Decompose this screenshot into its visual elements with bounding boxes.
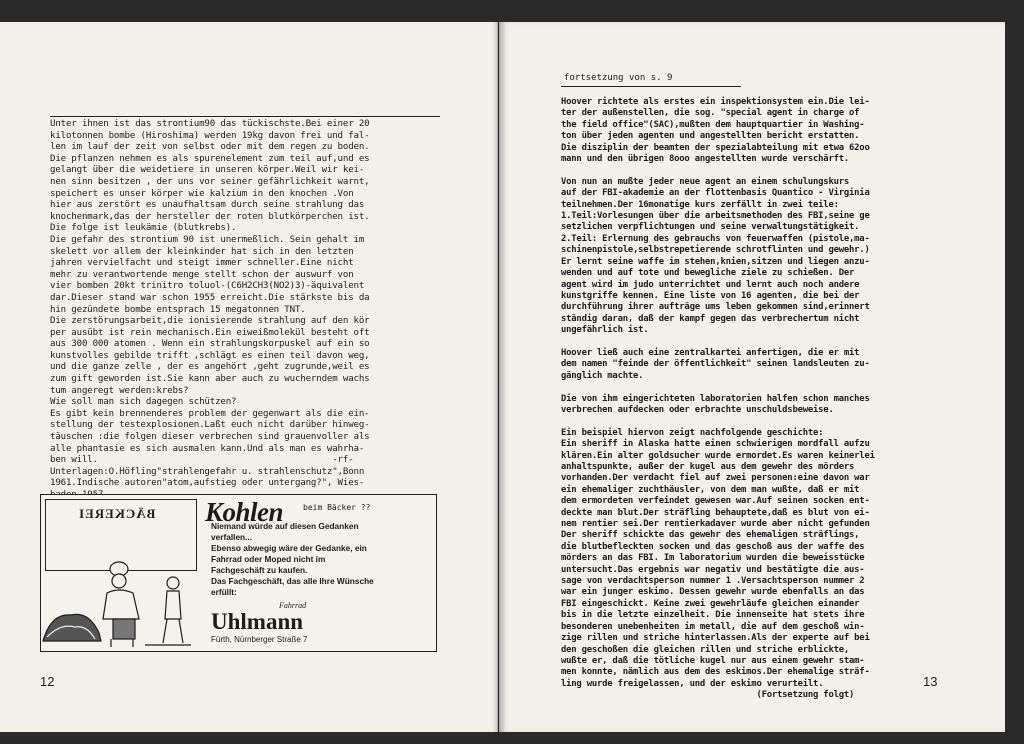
text-line: per ausübt ist rein mechanisch.Ein eiweißmolekül besteht oft xyxy=(50,327,370,338)
ad-fahrrad: Fahrrad xyxy=(279,601,307,610)
text-line: dar.Dieser stand war schon 1955 erreicht.Die stärkste bis da xyxy=(50,292,370,303)
bakery-illustration xyxy=(41,523,201,649)
text-line: Ein beispiel hiervon zeigt nachfolgende geschichte: xyxy=(561,427,824,438)
text-line: agent wird im judo unterrichtet und lernt auch noch andere xyxy=(561,279,860,290)
text-line: 1961.Indische autoren"atom,aufstieg oder untergang?", Wies- xyxy=(50,478,365,489)
text-line: gelangt über die weidetiere in unseren körper.Weil wir kei- xyxy=(50,165,365,176)
text-line: Von nun an mußte jeder neue agent an einem schulungskurs xyxy=(561,176,850,187)
text-line: auf der FBI-akademie an der flottenbasis Quantico - Virginia xyxy=(561,188,870,199)
text-line: (Fortsetzung folgt) xyxy=(561,690,855,701)
text-line: verbrechen aufdecken oder erbrachte unschuldsbeweise. xyxy=(561,404,834,415)
text-line: men konnte, nämlich aus dem des eskimos.Der ehemalige sträf- xyxy=(561,667,870,678)
text-line: Die von ihm eingerichteten laboratorien halfen schon manches xyxy=(561,393,870,404)
book-spine xyxy=(492,22,506,732)
ad-body-line: verfallen... xyxy=(211,532,253,542)
text-line: wenden und auf tote und bewegliche ziele zu schießen. Der xyxy=(561,268,855,279)
text-line: den geschoßen die gleichen rillen und striche erblickte, xyxy=(561,644,850,655)
text-line xyxy=(561,165,875,176)
text-line: untersucht.Das ergebnis war negativ und bestätigte die aus- xyxy=(561,564,865,575)
text-line: täuschen :die folgen dieser verbrechen sind grauenvoller als xyxy=(50,432,370,443)
text-line: tum angeregt werden:krebs? xyxy=(50,385,189,396)
text-line: Er lernt seine waffe im stehen,knien,sitzen und liegen anzu- xyxy=(561,256,870,267)
text-line: kunstgriffe kennen. Eine liste von 16 agenten, die bei der xyxy=(561,290,860,301)
ad-body-line: erfüllt: xyxy=(211,587,237,597)
ad-body-line: Ebenso abwegig wäre der Gedanke, ein xyxy=(211,543,367,553)
text-line: mann und den übrigen 8ooo angestellten wurde verschärft. xyxy=(561,154,850,165)
text-line: hin gezündete bombe entsprach 15 megatonnen TNT. xyxy=(50,304,306,315)
text-line: klären.Ein alter goldsucher wurde ermordet.Es waren keinerlei xyxy=(561,450,875,461)
text-line: kilotonnen bombe (Hiroshima) werden 19kg davon frei und fal- xyxy=(50,130,370,141)
text-line: durchführung ihrer aufträge ums leben gekommen sind,erinnert xyxy=(561,302,870,313)
text-line: Hoover ließ auch eine zentralkartei anfertigen, die er mit xyxy=(561,347,860,358)
page-number-left: 12 xyxy=(40,674,55,689)
text-line: jahren vervielfacht und steigt immer schneller.Eine nicht xyxy=(50,258,354,269)
text-line: nen sinn besitzen , der uns vor seiner gefährlichkeit warnt, xyxy=(50,176,370,187)
text-line: ling wurde freigelassen, und der eskimo verurteilt. xyxy=(561,678,824,689)
text-line: bis in die letzte einzelheit. Die innenseite hat stets ihre xyxy=(561,610,865,621)
text-line: skelett vor allem der kleinkinder hat sich in den letzten xyxy=(50,246,354,257)
text-line: 2.Teil: Erlernung des gebrauchs von feuerwaffen (pistole,ma- xyxy=(561,233,870,244)
text-line: Der sheriff schickte das gewehr des ehemaligen sträflings, xyxy=(561,530,860,541)
text-line: war ein junger eskimo. Dessen gewehr wurde ebenfalls an das xyxy=(561,587,865,598)
text-line: die blutbefleckten socken und das geschoß aus der waffe des xyxy=(561,541,865,552)
text-line: und die ganze zelle , der es angehört ,geht zugrunde,weil es xyxy=(50,362,370,373)
text-line: Unterlagen:O.Höfling"strahlengefahr u. strahlenschutz",Bonn xyxy=(50,466,365,477)
text-line: schinenpistole,selbstrepetierende schrotflinten und gewehr.) xyxy=(561,245,870,256)
text-line: Hoover richtete als erstes ein inspektionsystem ein.Die lei- xyxy=(561,97,870,107)
text-line: ständig daran, daß der kampf gegen das verbrechertum nicht xyxy=(561,313,860,324)
text-line xyxy=(561,416,875,427)
text-line: zum gift geworden ist.Sie kann aber auch zu wucherndem wachs xyxy=(50,374,370,385)
ad-tagline: beim Bäcker ?? xyxy=(303,503,371,512)
text-line: speichert es unser körper wie kalzium in den knochen .Von xyxy=(50,188,354,199)
header-rule xyxy=(561,86,741,87)
text-line: wußte er, daß die tötliche kugel nur aus einem gewehr stam- xyxy=(561,655,865,666)
left-page xyxy=(0,22,498,732)
article-text-right xyxy=(561,97,875,702)
text-line: vorhanden.Der verdacht fiel auf zwei personen:eine davon war xyxy=(561,473,870,484)
text-line: Ein sheriff in Alaska hatte einen schwierigen mordfall aufzu xyxy=(561,439,870,450)
text-line: sage von verdachtsperson nummer 1 .Versachtsperson nummer 2 xyxy=(561,576,865,587)
text-line: Die zerstörungsarbeit,die ionisierende strahlung auf den kör xyxy=(50,316,370,327)
ad-body-line: Fachgeschäft zu kaufen. xyxy=(211,565,308,575)
top-rule xyxy=(50,116,440,117)
text-line: kunstvolles gebilde trifft ,schlägt es einen teil davon weg, xyxy=(50,350,370,361)
ad-shop-name: Uhlmann xyxy=(211,609,304,634)
text-line: aus 300 000 atomen . Wenn ein strahlungskorpuskel auf ein so xyxy=(50,339,370,350)
text-line: mehr zu verantwortende menge stellt schon der auswurf von xyxy=(50,269,354,280)
ad-body-line: Niemand würde auf diesen Gedanken xyxy=(211,521,359,531)
text-line: alle phantasie es sich ausmalen kann.Und als man es wahrha- xyxy=(50,443,365,454)
ad-body-line: Fahrrad oder Moped nicht im xyxy=(211,554,326,564)
text-line: Wie soll man sich dagegen schützen? xyxy=(50,397,237,408)
text-line: mörders an das FBI. Im laboratorium wurden die beweisstücke xyxy=(561,553,865,564)
text-line: zige rillen und striche hinterlassen.Als der experte auf bei xyxy=(561,633,870,644)
text-line: vier bomben 20kt trinitro toluol-(C6H2CH3(NO2)3)-äquivalent xyxy=(50,281,365,292)
text-line: len im lauf der zeit von selbst oder mit dem regen zu boden. xyxy=(50,142,370,153)
right-page xyxy=(499,22,1005,732)
ad-brand: Kohlen xyxy=(205,497,284,527)
text-line: hier aus zerstört es unaufhaltsam durch seine strahlung das xyxy=(50,200,365,211)
text-line: 1.Teil:Vorlesungen über die arbeitsmethoden des FBI,seine ge xyxy=(561,211,870,222)
text-line: besonderen unebenheiten im metall, die auf dem geschoß win- xyxy=(561,621,865,632)
text-line: Unter ihnen ist das strontium90 das tückischste.Bei einer 20 xyxy=(50,119,370,129)
text-line: dem ermordeten verfeindet gewesen war.Auf seinen socken ent- xyxy=(561,496,870,507)
text-line: setzlichen verpflichtungen und seine verwaltungstätigkeit. xyxy=(561,222,860,233)
text-line xyxy=(561,382,875,393)
text-line: anhaltspunkte, außer der kugel aus dem gewehr des mörders xyxy=(561,462,855,472)
text-line: stellung der testexplosionen.Laßt euch nicht darüber hinweg- xyxy=(50,420,370,431)
continuation-header: fortsetzung von s. 9 xyxy=(564,73,673,83)
text-line: teilnehmen.Der 16monatige kurs zerfällt in zwei teile: xyxy=(561,199,839,210)
text-line: Die folge ist leukämie (blutkrebs). xyxy=(50,223,237,234)
text-line: ben will. -rf- xyxy=(50,455,354,466)
article-text-left xyxy=(50,119,370,502)
text-line: nem rentier sei.Der rentierkadaver wurde aber nicht gefunden xyxy=(561,519,870,530)
bakery-sign-text: BÄCKEREI xyxy=(78,506,156,521)
ad-body-line: Das Fachgeschäft, das alle Ihre Wünsche xyxy=(211,576,374,586)
text-line: Die pflanzen nehmen es als spurenelement zum teil auf,und es xyxy=(50,153,370,164)
text-line: ter der außenstellen, die sog. "special agent in charge of xyxy=(561,108,860,119)
text-line: dem namen "feinde der öffentlichkeit" seinen landsleuten zu- xyxy=(561,359,870,370)
ad-address: Fürth, Nürnberger Straße 7 xyxy=(211,635,308,644)
text-line: Die gefahr des strontium 90 ist unermeßlich. Sein gehalt im xyxy=(50,234,365,245)
advertisement xyxy=(40,494,437,652)
text-line: gänglich machte. xyxy=(561,370,644,381)
text-line: the field office"(SAC),mußten dem hauptquartier in Washing- xyxy=(561,119,865,130)
text-line: ton über jeden agenten und angestellten bericht erstatten. xyxy=(561,131,860,142)
text-line xyxy=(561,337,875,348)
text-line: Die disziplin der beamten der spezialabteilung mit etwa 62oo xyxy=(561,142,870,153)
text-line: Es gibt kein brennenderes problem der gegenwart als die ein- xyxy=(50,408,370,419)
ad-body-text xyxy=(211,521,374,598)
text-line: knochenmark,das der hersteller der roten blutkörperchen ist. xyxy=(50,211,370,222)
text-line: ein ehemaliger zuchthäusler, von dem man wußte, daß er mit xyxy=(561,484,860,495)
text-line: ungefährlich ist. xyxy=(561,325,649,336)
text-line: FBI eingeschickt. Keine zwei gewehrläufe gleichen einander xyxy=(561,598,860,609)
text-line: deckte man blut.Der sträfling behauptete,daß es blut von ei- xyxy=(561,507,870,518)
page-number-right: 13 xyxy=(923,674,938,689)
